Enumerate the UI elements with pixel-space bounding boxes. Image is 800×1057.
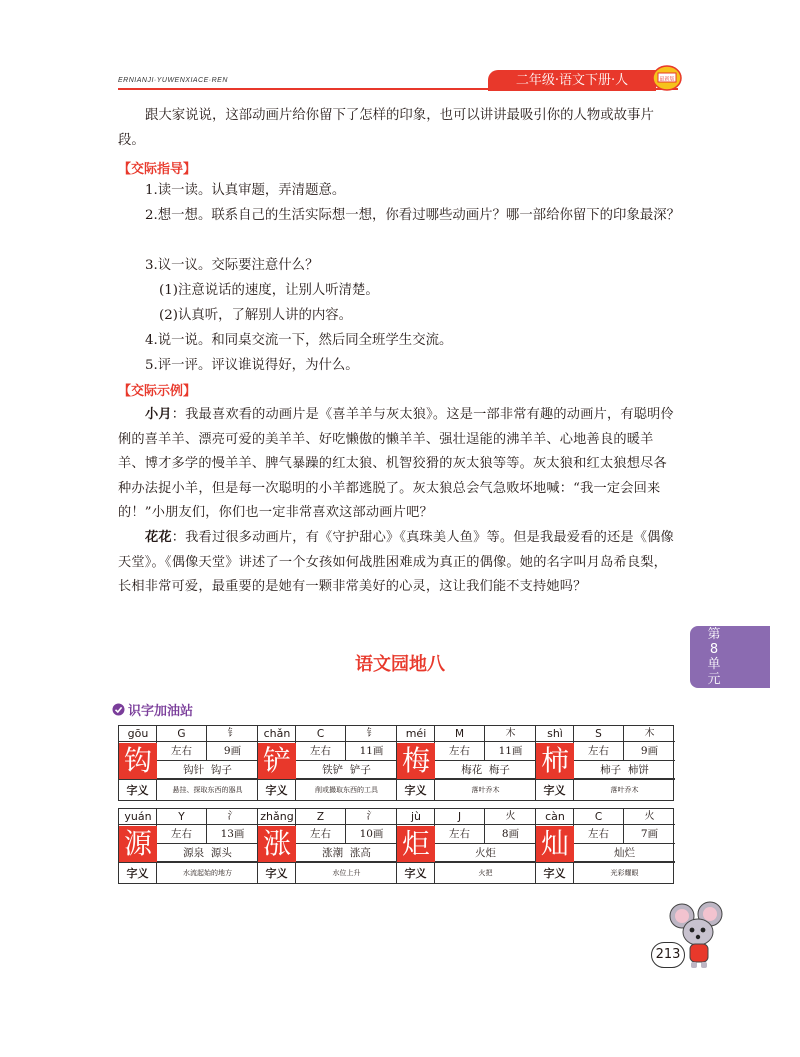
structure: 左右	[157, 742, 207, 761]
strokes: 13画	[220, 828, 245, 840]
structure: 左右	[296, 825, 346, 844]
structure: 左右	[157, 825, 207, 844]
example-text-2: ：我看过很多动画片，有《守护甜心》《真珠美人鱼》等。但是我最爱看的还是《偶像天堂》。《偶像天堂》讲述了一个女孩如何战胜困难成为真正的偶像。她的名字叫月岛希良梨，长相非常可爱，最重要的是她有一颗非常美好的心灵，这让我们能不支持她吗？	[118, 530, 674, 594]
strokes: 9画	[640, 745, 659, 757]
speaker-huahua: 花花	[145, 530, 172, 545]
speaker-xiaoyue: 小月	[145, 407, 172, 422]
hanzi: 灿	[536, 826, 574, 862]
index-letter: C	[574, 809, 624, 825]
hanzi: 涨	[258, 826, 296, 862]
meaning: 光彩耀眼	[610, 869, 639, 877]
char-cell	[119, 726, 258, 801]
words	[435, 844, 536, 862]
words	[157, 844, 258, 862]
guide-item-2: 2.想一想。联系自己的生活实际想一想，你看过哪些动画片？哪一部给你留下的印象最深？	[145, 208, 681, 223]
meaning-label: 字义	[536, 863, 574, 884]
char-cell	[397, 726, 536, 801]
char-cell	[119, 809, 258, 884]
char-grid-row-2	[118, 808, 674, 884]
example-text-1: ：我最喜欢看的动画片是《喜羊羊与灰太狼》。这是一部非常有趣的动画片，有聪明伶俐的喜羊羊、漂亮可爱的美羊羊、好吃懒傲的懒羊羊、强壮逞能的沸羊羊、心地善良的暖羊羊、博才多学的慢羊羊、脾气暴躁的红太狼、机智狡猾的灰太狼等等。灰太狼和红太狼想尽各种办法捉小羊，但是每一次聪明的小羊都逃脱了。灰太狼总会气急败坏地喊：“我一定会回来的！”小朋友们，你们也一定非常喜欢这部动画片吧？	[118, 407, 674, 520]
example-paragraph-2	[118, 526, 680, 600]
index-letter: S	[574, 726, 624, 742]
word: 火炬	[475, 847, 496, 859]
index-letter: J	[435, 809, 485, 825]
words	[574, 844, 675, 862]
logo-label: 最新版	[659, 76, 675, 83]
pinyin: jù	[397, 809, 435, 825]
meaning: 水位上升	[332, 869, 361, 877]
unit-tab-char-1: 第	[707, 627, 721, 642]
example-heading: 【交际示例】	[118, 384, 197, 399]
word: 梅花	[461, 764, 483, 776]
hanzi: 柿	[536, 743, 574, 779]
subsection-title: 识字加油站	[128, 704, 194, 719]
words	[574, 761, 675, 779]
guide-item-1: 1.读一读。认真审题，弄清题意。	[145, 183, 346, 198]
word: 涨潮	[322, 847, 344, 859]
char-cell	[536, 726, 675, 801]
radical: 木	[644, 728, 655, 739]
word: 灿烂	[614, 847, 635, 859]
pinyin: gōu	[119, 726, 157, 742]
word: 铁铲	[322, 764, 344, 776]
radical: 钅	[366, 728, 377, 739]
words	[157, 761, 258, 779]
word: 钩子	[210, 764, 232, 776]
meaning-label: 字义	[119, 780, 157, 801]
strokes: 11画	[498, 745, 523, 757]
example-paragraph-1	[118, 403, 680, 526]
unit-tab-char-4: 元	[707, 672, 721, 687]
strokes: 9画	[223, 745, 242, 757]
word: 源头	[210, 847, 232, 859]
radical: 氵	[227, 811, 238, 822]
meaning-label: 字义	[258, 863, 296, 884]
structure: 左右	[435, 742, 485, 761]
unit-tab-char-3: 单	[707, 657, 721, 672]
meaning: 悬挂、探取东西的器具	[172, 786, 243, 794]
guide-heading: 【交际指导】	[118, 162, 197, 177]
guide-item-5: 5.评一评。评议谁说得好，为什么。	[145, 358, 359, 373]
words	[296, 844, 397, 862]
char-cell	[536, 809, 675, 884]
section-title: 语文园地八	[355, 654, 445, 675]
char-grid-row-1	[118, 725, 674, 801]
meaning: 火把	[478, 869, 493, 877]
guide-item-3-1: (1)注意说话的速度，让别人听清楚。	[159, 283, 379, 298]
word: 涨高	[349, 847, 371, 859]
page-number: 213	[651, 942, 685, 968]
check-circle-icon	[112, 703, 125, 716]
index-letter: Y	[157, 809, 207, 825]
structure: 左右	[574, 742, 624, 761]
char-cell	[258, 726, 397, 801]
meaning-label: 字义	[258, 780, 296, 801]
structure: 左右	[574, 825, 624, 844]
radical: 氵	[366, 811, 377, 822]
hanzi: 铲	[258, 743, 296, 779]
meaning: 削或撮取东西的工具	[315, 786, 378, 794]
strokes: 11画	[359, 745, 384, 757]
pinyin: méi	[397, 726, 435, 742]
word: 铲子	[349, 764, 371, 776]
strokes: 10画	[359, 828, 384, 840]
structure: 左右	[296, 742, 346, 761]
radical: 钅	[227, 728, 238, 739]
radical: 木	[505, 728, 516, 739]
pinyin: zhǎng	[258, 809, 296, 825]
word: 梅子	[488, 764, 510, 776]
char-cell	[397, 809, 536, 884]
guide-item-4: 4.说一说。和同桌交流一下，然后同全班学生交流。	[145, 333, 453, 348]
intro-paragraph: 跟大家说说，这部动画片给你留下了怎样的印象，也可以讲讲最吸引你的人物或故事片段。	[118, 108, 654, 148]
pinyin: càn	[536, 809, 574, 825]
word: 钩针	[183, 764, 205, 776]
radical: 火	[505, 811, 516, 822]
structure: 左右	[435, 825, 485, 844]
hanzi: 源	[119, 826, 157, 862]
meaning: 落叶乔木	[471, 786, 500, 794]
index-letter: Z	[296, 809, 346, 825]
meaning-label: 字义	[119, 863, 157, 884]
words	[296, 761, 397, 779]
word: 柿子	[600, 764, 622, 776]
meaning-label: 字义	[536, 780, 574, 801]
word: 源泉	[183, 847, 205, 859]
word: 柿饼	[627, 764, 649, 776]
guide-item-3: 3.议一议。交际要注意什么？	[145, 258, 319, 273]
pinyin: chǎn	[258, 726, 296, 742]
strokes: 8画	[501, 828, 520, 840]
guide-item-3-2: (2)认真听，了解别人讲的内容。	[159, 308, 353, 323]
meaning-label: 字义	[397, 780, 435, 801]
hanzi: 炬	[397, 826, 435, 862]
radical: 火	[644, 811, 655, 822]
meaning: 落叶乔木	[610, 786, 639, 794]
index-letter: G	[157, 726, 207, 742]
meaning-label: 字义	[397, 863, 435, 884]
book-logo-icon	[652, 63, 682, 91]
header-series-text: ERNIANJI·YUWENXIACE·REN	[118, 77, 228, 84]
meaning: 水流起始的地方	[183, 869, 232, 877]
index-letter: M	[435, 726, 485, 742]
strokes: 7画	[640, 828, 659, 840]
pinyin: yuán	[119, 809, 157, 825]
header-grade-tag: 二年级·语文下册·人	[488, 70, 656, 91]
hanzi: 梅	[397, 743, 435, 779]
char-cell	[258, 809, 397, 884]
words	[435, 761, 536, 779]
unit-tab-char-2: 8	[709, 642, 719, 657]
hanzi: 钩	[119, 743, 157, 779]
index-letter: C	[296, 726, 346, 742]
pinyin: shì	[536, 726, 574, 742]
